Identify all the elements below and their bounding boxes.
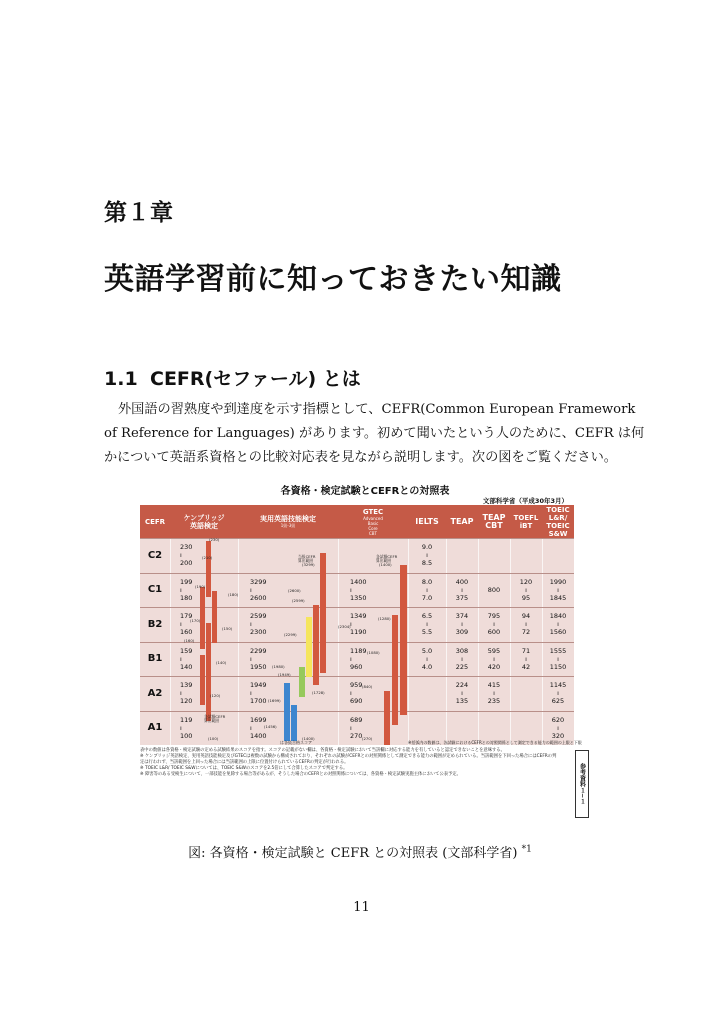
range-tag: (190) bbox=[195, 584, 206, 589]
range-note: 各試験CEFR 算出範囲 bbox=[376, 554, 398, 563]
score-range-mark: ı bbox=[525, 585, 527, 594]
score-range-mark: ı bbox=[250, 689, 252, 697]
header-text: Core bbox=[368, 525, 378, 531]
cefr-level: C1 bbox=[147, 584, 163, 596]
score-upper: 120 bbox=[519, 577, 533, 586]
score-upper: 2599 bbox=[250, 612, 267, 620]
score-range-mark: ı bbox=[426, 654, 428, 663]
score-upper: 179 bbox=[180, 612, 193, 620]
score-range-bar bbox=[313, 605, 319, 685]
score-lower: 7.0 bbox=[421, 593, 433, 602]
header-cell bbox=[170, 505, 238, 538]
paragraph-line: 外国語の習熟度や到達度を示す指標として、CEFR(Common European Framework bbox=[118, 402, 636, 417]
score-range-mark: ı bbox=[557, 585, 559, 594]
section-title: CEFR(セファール) とは bbox=[150, 368, 361, 390]
range-tag: (210) bbox=[202, 555, 213, 560]
cefr-level: A2 bbox=[147, 687, 163, 699]
header-text: 実用英語技能検定 bbox=[260, 515, 316, 523]
header-text: TOEFL bbox=[513, 513, 539, 522]
range-tag: (1949) bbox=[278, 672, 291, 677]
score-range-bar bbox=[291, 705, 297, 741]
score-range-mark: ı bbox=[180, 689, 182, 697]
range-tag: (230) bbox=[209, 537, 220, 542]
score-upper: 1990 bbox=[549, 577, 567, 586]
score-range-bar bbox=[206, 623, 211, 687]
score-lower: 100 bbox=[180, 731, 193, 740]
score-range-mark: ı bbox=[180, 551, 182, 559]
score-upper: 3299 bbox=[250, 577, 267, 586]
score-upper: 1189 bbox=[350, 646, 367, 655]
paragraph-line: かについて英語系資格との比較対応表を見ながら説明します。次の図をご覧ください。 bbox=[104, 450, 617, 465]
header-text: TOEIC bbox=[546, 521, 570, 530]
footnote-mark: *1 bbox=[521, 844, 532, 855]
range-tag: (2600) bbox=[288, 588, 301, 593]
cefr-level: C2 bbox=[147, 549, 163, 561]
header-cell bbox=[238, 505, 338, 538]
score-range-mark: ı bbox=[250, 620, 252, 628]
score-range-mark: ı bbox=[525, 654, 527, 663]
row-divider bbox=[140, 607, 574, 608]
header-text: iBT bbox=[519, 521, 533, 530]
score-upper: 159 bbox=[180, 646, 193, 655]
header-cell bbox=[478, 505, 510, 538]
score-upper: 400 bbox=[455, 577, 469, 586]
score-lower: 1700 bbox=[250, 697, 267, 705]
score-upper: 795 bbox=[487, 612, 501, 620]
range-tag: (140) bbox=[216, 660, 227, 665]
header-cell bbox=[140, 505, 170, 538]
header-text: ケンブリッジ bbox=[183, 513, 225, 522]
score-range-mark: ı bbox=[557, 654, 559, 663]
score-lower: 135 bbox=[455, 697, 469, 705]
range-tag: (120) bbox=[210, 693, 221, 698]
score-upper: 1949 bbox=[250, 681, 267, 689]
row-divider bbox=[140, 538, 574, 539]
chapter-title: 英語学習前に知っておきたい知識 bbox=[104, 262, 562, 297]
score-lower: 8.5 bbox=[421, 559, 433, 567]
score-upper: 374 bbox=[455, 612, 469, 620]
figure-caption bbox=[150, 842, 570, 861]
score-upper: 199 bbox=[180, 577, 193, 586]
score-upper: 1840 bbox=[549, 612, 567, 620]
cefr-comparison-figure bbox=[140, 480, 590, 820]
score-range-mark: ı bbox=[180, 654, 182, 663]
score-range-mark: ı bbox=[461, 689, 463, 697]
note-line: ※ ケンブリッジ英語検定、実用英語技能検定及びGTECは複数の試験から構成されており、それぞれの試験がCEFRとの対照関係として測定できる能力の範囲が定められている。当該範囲を下回った場合にはCEFRの判定は行われず、当該範囲を上回った場合には当該範囲の上限に位置付けられているCEFRの判定が行われる。 bbox=[140, 754, 557, 766]
header-text: L&R/ bbox=[548, 513, 568, 522]
score-range-mark: ı bbox=[350, 689, 352, 697]
range-tag: (1400) bbox=[379, 562, 392, 567]
figure-title: 各資格・検定試験とCEFRとの対照表 bbox=[280, 486, 450, 497]
score-lower: 1950 bbox=[250, 662, 267, 671]
body-paragraph bbox=[104, 398, 645, 470]
header-text: CEFR bbox=[144, 517, 166, 526]
figure-notes bbox=[140, 748, 560, 778]
score-upper: 1555 bbox=[549, 646, 567, 655]
score-range-bar bbox=[400, 565, 407, 715]
score-range-bar bbox=[320, 553, 326, 673]
score-range-bar bbox=[299, 667, 305, 697]
score-range-mark: ı bbox=[493, 620, 495, 628]
cefr-level: B1 bbox=[147, 653, 163, 665]
header-text: S&W bbox=[548, 529, 568, 538]
score-lower: 1560 bbox=[549, 628, 567, 636]
caption-text: 図: 各資格・検定試験と CEFR との対照表 (文部科学省) bbox=[188, 846, 518, 861]
header-text: CBT bbox=[369, 530, 377, 536]
score-lower: 320 bbox=[551, 731, 565, 740]
score-upper: 595 bbox=[487, 646, 501, 655]
score-lower: 625 bbox=[551, 697, 565, 705]
score-upper: 620 bbox=[551, 715, 565, 724]
score-lower: 270 bbox=[350, 731, 363, 740]
score-range-mark: ı bbox=[350, 723, 352, 732]
page-number: 11 bbox=[353, 900, 370, 915]
range-tag: (2304) bbox=[338, 624, 351, 629]
score-range-mark: ı bbox=[493, 689, 495, 697]
note-line: ※ TOEIC L&R/ TOEIC S&Wについては、TOEIC S&Wのスコアを2.5倍にして合算したスコアで判定する。 bbox=[140, 766, 348, 772]
range-tag: (840) bbox=[362, 684, 373, 689]
score-range-mark: ı bbox=[461, 654, 463, 663]
cefr-level: B2 bbox=[147, 618, 163, 630]
score-lower: 1845 bbox=[549, 593, 567, 602]
score-upper: 1349 bbox=[350, 612, 367, 620]
score-range-mark: ı bbox=[557, 723, 559, 732]
score-lower: 4.0 bbox=[421, 662, 433, 671]
range-tag: (170) bbox=[190, 618, 201, 623]
score-upper: 8.0 bbox=[421, 577, 433, 586]
score-range-mark: ı bbox=[180, 585, 182, 594]
range-tag: (1728) bbox=[312, 690, 325, 695]
score-range-bar bbox=[212, 591, 217, 643]
score-range-bar bbox=[200, 655, 205, 705]
range-note: 当級CEFR 算出範囲 bbox=[298, 554, 316, 563]
header-text: TEAP bbox=[450, 516, 474, 526]
legend-range-note: ※括弧内の数値は、各試験におけるCEFRとの対照関係として測定できる能力の範囲の上限と下限 bbox=[408, 740, 582, 745]
header-cell bbox=[510, 505, 542, 538]
figure-source: 文部科学省（平成30年3月） bbox=[482, 497, 568, 505]
range-tag: (1280) bbox=[378, 616, 391, 621]
range-tag: (150) bbox=[222, 626, 233, 631]
range-tag: (1456) bbox=[264, 724, 277, 729]
score-upper: 1699 bbox=[250, 715, 267, 724]
header-text: TOEIC bbox=[546, 505, 570, 514]
score-range-mark: ı bbox=[426, 551, 428, 559]
score-range-mark: ı bbox=[250, 654, 252, 663]
score-upper: 139 bbox=[180, 681, 193, 689]
header-cell bbox=[338, 505, 408, 538]
score-upper: 689 bbox=[350, 715, 363, 724]
score-upper: 230 bbox=[180, 543, 193, 551]
note-line: ※ 障害等のある受検生について、一部技能を免除する場合等があるが、そうした場合のCEFRとの対照関係については、各資格・検定試験実施主体において公表予定。 bbox=[140, 772, 461, 778]
score-upper: 6.5 bbox=[421, 612, 433, 620]
range-tag: (1699) bbox=[268, 698, 281, 703]
score-range-mark: ı bbox=[250, 723, 252, 732]
header-cell bbox=[446, 505, 478, 538]
cefr-level: A1 bbox=[147, 722, 163, 734]
section-heading bbox=[104, 364, 361, 391]
score-cell: 800 bbox=[487, 585, 501, 594]
score-lower: 180 bbox=[180, 593, 193, 602]
reference-label: 参考資料１−１ bbox=[575, 750, 589, 818]
score-range-mark: ı bbox=[180, 723, 182, 732]
score-lower: 1400 bbox=[250, 731, 267, 740]
chapter-number: 第１章 bbox=[104, 200, 173, 226]
range-note: 各試験CEFR 算出範囲 bbox=[204, 714, 226, 723]
range-tag: (180) bbox=[228, 592, 239, 597]
score-upper: 1400 bbox=[350, 577, 367, 586]
score-range-mark: ı bbox=[350, 585, 352, 594]
score-range-bar bbox=[306, 617, 312, 677]
score-range-bar bbox=[206, 541, 211, 597]
score-lower: 375 bbox=[455, 593, 469, 602]
note-line: 表中の数値は各資格・検定試験の定める試験結果のスコアを指す。スコアの記載がない欄は、各資格・検定試験において当該欄に対応する能力を有していると認定できないことを意味する。 bbox=[140, 748, 505, 753]
header-cell bbox=[542, 505, 574, 538]
range-tag: (1980) bbox=[272, 664, 285, 669]
section-number: 1.1 bbox=[104, 368, 138, 390]
score-lower: 420 bbox=[487, 662, 501, 671]
score-lower: 1350 bbox=[350, 593, 367, 602]
score-lower: 42 bbox=[521, 662, 531, 671]
score-range-bar bbox=[200, 587, 205, 649]
score-range-mark: ı bbox=[557, 689, 559, 697]
score-lower: 5.5 bbox=[421, 628, 433, 636]
range-tag: (270) bbox=[362, 736, 373, 741]
score-lower: 72 bbox=[521, 628, 531, 636]
score-upper: 9.0 bbox=[421, 543, 433, 551]
score-lower: 2600 bbox=[250, 593, 267, 602]
score-range-mark: ı bbox=[461, 585, 463, 594]
score-range-mark: ı bbox=[525, 620, 527, 628]
score-lower: 95 bbox=[521, 593, 531, 602]
header-text: GTEC bbox=[362, 507, 384, 516]
score-lower: 2300 bbox=[250, 628, 267, 636]
header-text: TEAP bbox=[482, 512, 506, 522]
score-upper: 5.0 bbox=[421, 646, 433, 655]
score-range-mark: ı bbox=[350, 620, 352, 628]
score-upper: 308 bbox=[455, 646, 469, 655]
score-lower: 235 bbox=[487, 697, 501, 705]
range-tag: (1400) bbox=[302, 736, 315, 741]
range-tag: (3299) bbox=[302, 562, 315, 567]
score-lower: 690 bbox=[350, 697, 363, 705]
range-tag: (160) bbox=[184, 638, 195, 643]
score-range-mark: ı bbox=[426, 585, 428, 594]
score-range-bar bbox=[392, 615, 398, 725]
score-lower: 600 bbox=[487, 628, 501, 636]
score-upper: 1145 bbox=[549, 681, 567, 689]
score-range-mark: ı bbox=[557, 620, 559, 628]
header-text: CBT bbox=[485, 520, 503, 530]
score-range-bar bbox=[384, 691, 390, 745]
score-range-mark: ı bbox=[461, 620, 463, 628]
header-text: IELTS bbox=[415, 516, 439, 526]
header-text: 1級-3級 bbox=[280, 523, 296, 528]
score-lower: 1190 bbox=[350, 628, 367, 636]
range-tag: (100) bbox=[208, 736, 219, 741]
table-header bbox=[140, 505, 574, 538]
score-lower: 309 bbox=[455, 628, 469, 636]
header-text: Basic bbox=[367, 520, 379, 526]
score-lower: 200 bbox=[180, 559, 193, 567]
score-upper: 959 bbox=[350, 681, 363, 689]
score-range-bar bbox=[284, 683, 290, 741]
header-text: Advanced bbox=[363, 515, 383, 521]
score-range-mark: ı bbox=[180, 620, 182, 628]
range-tag: (2599) bbox=[292, 598, 305, 603]
score-lower: 225 bbox=[455, 662, 469, 671]
score-lower: 960 bbox=[350, 662, 363, 671]
score-lower: 120 bbox=[180, 697, 193, 705]
paragraph-line: of Reference for Languages) があります。初めて聞いたという人のために、CEFR は何 bbox=[104, 426, 645, 441]
score-lower: 1150 bbox=[549, 662, 567, 671]
score-lower: 160 bbox=[180, 628, 193, 636]
legend-pass-score: は各級合格スコア bbox=[280, 740, 312, 745]
range-tag: (2299) bbox=[284, 632, 297, 637]
range-tag: (1080) bbox=[367, 650, 380, 655]
comparison-table bbox=[140, 505, 574, 745]
score-upper: 71 bbox=[521, 646, 531, 655]
header-cell bbox=[408, 505, 446, 538]
score-upper: 94 bbox=[521, 612, 531, 620]
score-range-mark: ı bbox=[493, 654, 495, 663]
header-text: 英語検定 bbox=[190, 521, 218, 530]
score-lower: 140 bbox=[180, 662, 193, 671]
score-upper: 119 bbox=[180, 715, 193, 724]
score-upper: 2299 bbox=[250, 646, 267, 655]
score-upper: 415 bbox=[487, 681, 501, 689]
score-range-mark: ı bbox=[350, 654, 352, 663]
score-range-mark: ı bbox=[250, 585, 252, 594]
score-range-mark: ı bbox=[426, 620, 428, 628]
score-upper: 224 bbox=[455, 681, 469, 689]
